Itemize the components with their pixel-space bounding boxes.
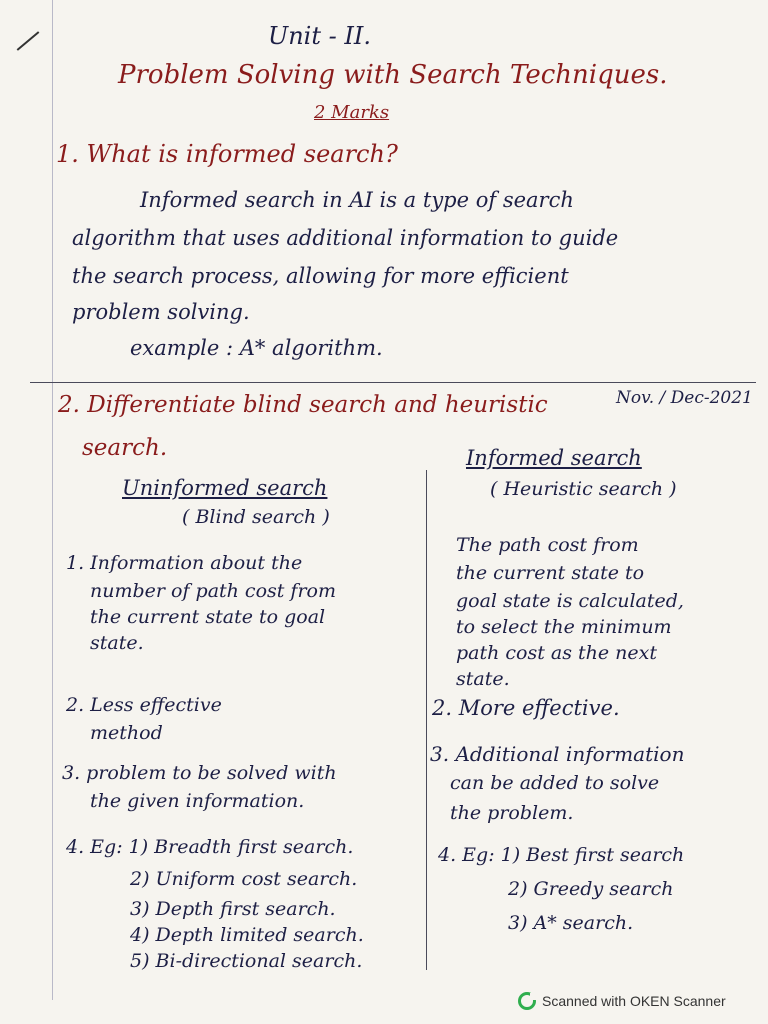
left-column-subheading: ( Blind search ) [182,506,330,528]
left-point-4-line-1: 4. Eg: 1) Breadth first search. [66,836,354,858]
right-point-4-line-2: 2) Greedy search [508,878,674,900]
left-point-1-line-4: state. [90,632,144,654]
left-point-4-line-3: 3) Depth first search. [130,898,336,920]
right-point-3-line-1: 3. Additional information [430,742,685,766]
margin-line [52,0,53,1000]
left-point-3-line-1: 3. problem to be solved with [62,762,337,784]
left-point-1-line-2: number of path cost from [90,580,337,602]
left-point-4-line-5: 5) Bi-directional search. [130,950,363,972]
answer-1-line-3: the search process, allowing for more efficient [72,264,569,288]
left-point-3-line-2: the given information. [90,790,305,812]
left-point-1-line-1: 1. Information about the [66,552,303,574]
right-point-1-line-2: the current state to [456,562,645,584]
question-1: 1. What is informed search? [56,140,398,168]
left-column-heading: Uninformed search [122,476,328,500]
answer-1-line-1: Informed search in AI is a type of search [140,188,574,212]
right-point-1-line-3: goal state is calculated, [456,590,684,612]
answer-1-line-2: algorithm that uses additional information to guide [72,226,619,250]
right-point-1-line-6: state. [456,668,510,690]
right-column-heading: Informed search [466,446,642,470]
answer-1-example: example : A* algorithm. [130,336,383,360]
page-title: Problem Solving with Search Techniques. [118,60,668,90]
right-point-4-line-1: 4. Eg: 1) Best first search [438,844,685,866]
margin-tick-mark [17,31,40,51]
right-point-1-line-4: to select the minimum [456,616,672,638]
marks-heading: 2 Marks [314,102,390,123]
question-2-line-2: search. [82,435,168,461]
scanner-watermark [518,992,726,1010]
right-point-1-line-5: path cost as the next [456,642,658,664]
exam-date: Nov. / Dec-2021 [616,388,753,408]
left-point-4-line-4: 4) Depth limited search. [130,924,364,946]
answer-1-line-4: problem solving. [72,300,250,324]
scanner-logo-icon [518,992,536,1010]
right-point-3-line-2: can be added to solve [450,772,660,794]
table-column-divider [426,470,427,970]
right-point-4-line-3: 3) A* search. [508,912,634,934]
left-point-4-line-2: 2) Uniform cost search. [130,868,358,890]
right-point-3-line-3: the problem. [450,802,574,824]
left-point-2-line-1: 2. Less effective [66,694,222,716]
right-point-2-line-1: 2. More effective. [432,696,620,720]
left-point-1-line-3: the current state to goal [90,606,326,628]
question-2-line-1: 2. Differentiate blind search and heuristic [58,392,548,418]
scanner-text: Scanned with OKEN Scanner [542,993,726,1009]
right-point-1-line-1: The path cost from [456,534,639,556]
unit-heading: Unit - II. [268,22,371,50]
left-point-2-line-2: method [90,722,163,744]
right-column-subheading: ( Heuristic search ) [490,478,677,500]
section-divider [30,382,756,383]
